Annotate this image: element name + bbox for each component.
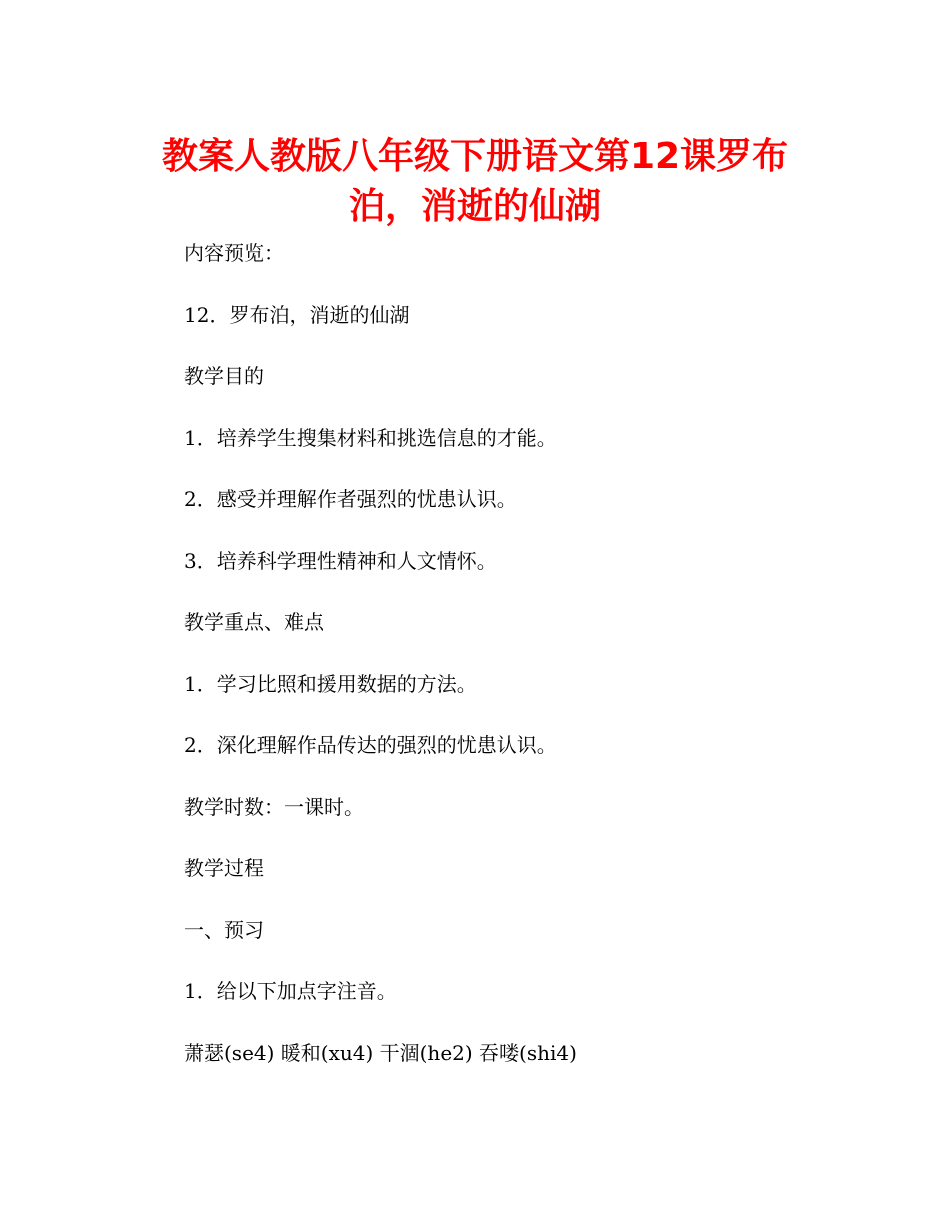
- section-heading-key-points: 教学重点、难点: [184, 610, 324, 634]
- objective-item: 1．培养学生搜集材料和挑选信息的才能。: [184, 425, 557, 450]
- teaching-hours: 教学时数：一课时。: [184, 794, 364, 819]
- pronunciation-line: 萧瑟(se4) 暖和(xu4) 干涸(he2) 吞喽(shi4): [184, 1040, 577, 1065]
- lesson-heading: 12．罗布泊，消逝的仙湖: [184, 302, 410, 327]
- section-heading-process: 教学过程: [184, 856, 264, 880]
- key-point-item: 2．深化理解作品传达的强烈的忧患认识。: [184, 733, 557, 757]
- section-heading-objectives: 教学目的: [184, 364, 264, 388]
- objective-item: 2．感受并理解作者强烈的忧患认识。: [184, 487, 517, 511]
- document-title: 教案人教版八年级下册语文第12课罗布泊，消逝的仙湖: [161, 136, 789, 227]
- objective-item: 3．培养科学理性精神和人文情怀。: [184, 548, 497, 573]
- preview-label: 内容预览：: [184, 241, 284, 265]
- subsection-heading-preview: 一、预习: [184, 917, 264, 942]
- document-body: [184, 238, 577, 1099]
- key-point-item: 1．学习比照和援用数据的方法。: [184, 671, 477, 696]
- exercise-item: 1．给以下加点字注音。: [184, 979, 397, 1003]
